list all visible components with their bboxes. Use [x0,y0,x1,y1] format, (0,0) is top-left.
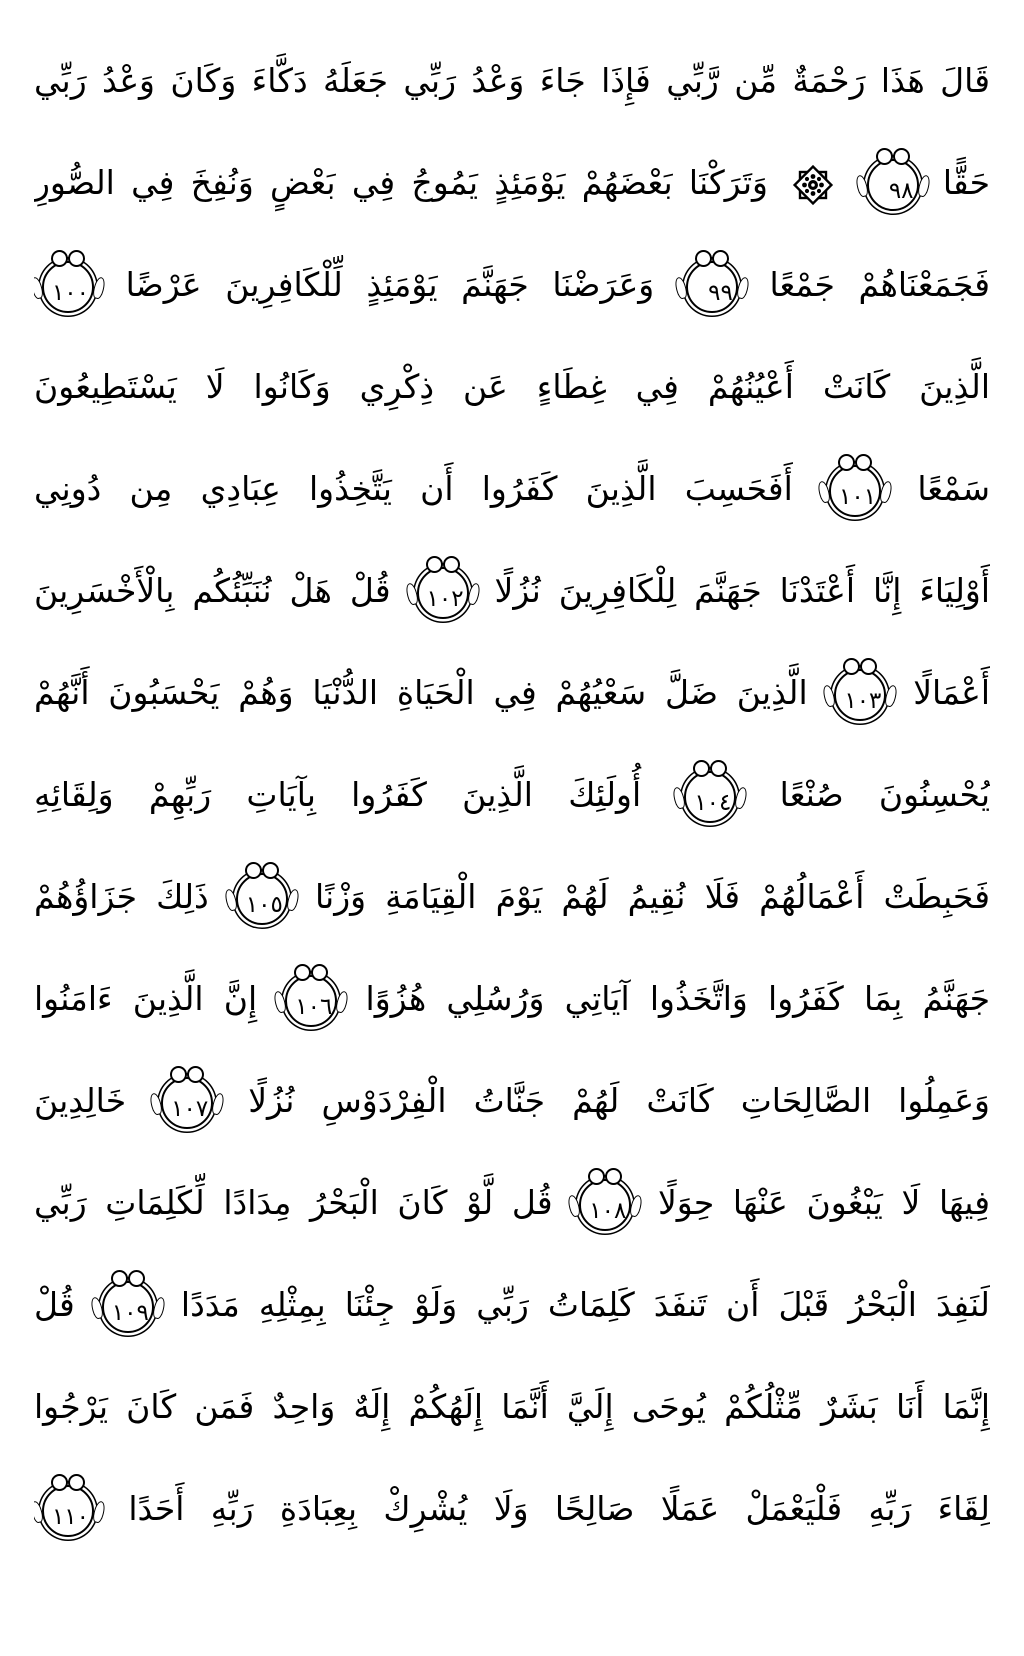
medallion-leaf-ornament [223,888,238,912]
medallion-leaf-ornament [273,990,288,1014]
ayah-text: فَحَبِطَتْ أَعْمَالُهُمْ فَلَا نُقِيمُ لَهُمْ يَوْمَ الْقِيَامَةِ وَزْنًا [314,877,990,916]
ayah-text: لَنَفِدَ الْبَحْرُ قَبْلَ أَن تَنفَدَ كَلِمَاتُ رَبِّي وَلَوْ جِئْنَا بِمِثْلِهِ مَدَدًا [180,1285,990,1324]
quran-line-7 [34,642,990,744]
ayah-text: إِنَّمَا أَنَا بَشَرٌ مِّثْلُكُمْ يُوحَى إِلَيَّ أَنَّمَا إِلَهُكُمْ إِلَهٌ وَاحِدٌ فَمَن كَانَ يَرْجُوا [34,1387,990,1426]
ayah-number-marker [161,1077,213,1129]
ayah-number: ١٠٤ [694,789,732,816]
ayah-text: سَمْعًا [917,469,990,508]
ayah-text: قُلْ هَلْ نُنَبِّئُكُم بِالْأَخْسَرِينَ [34,571,391,610]
medallion-leaf-ornament [854,174,869,198]
ayah-text: قُل لَّوْ كَانَ الْبَحْرُ مِدَادًا لِّكَلِمَاتِ رَبِّي [34,1183,553,1222]
ayah-number-marker [684,771,736,823]
ayah-text: وَعَمِلُوا الصَّالِحَاتِ كَانَتْ لَهُمْ جَنَّاتُ الْفِرْدَوْسِ نُزُلًا [248,1081,990,1120]
ayah-text: أَوْلِيَاءَ إِنَّا أَعْتَدْنَا جَهَنَّمَ لِلْكَافِرِينَ نُزُلًا [494,571,990,610]
ayah-number-marker [834,669,886,721]
ayah-number: ٩٨ [888,177,914,204]
medallion-leaf-ornament [672,786,687,810]
ayah-number: ١٠٧ [171,1095,209,1122]
ayah-text: حَقًّا [942,163,990,202]
medallion-leaf-ornament [34,276,45,300]
ayah-text: خَالِدِينَ [34,1081,127,1120]
medallion-leaf-ornament [734,786,749,810]
quran-line-5 [34,438,990,540]
ayah-text: أَفَحَسِبَ الَّذِينَ كَفَرُوا أَن يَتَّخِذُوا عِبَادِي مِن دُونِي [34,469,793,508]
ayah-number-marker [686,261,738,313]
ayah-number: ١٠٠ [51,279,89,306]
medallion-leaf-ornament [567,1194,582,1218]
ayah-number-marker [42,261,94,313]
medallion-leaf-ornament [879,480,894,504]
quran-line-14 [34,1356,990,1458]
ayah-text: لِقَاءَ رَبِّهِ فَلْيَعْمَلْ عَمَلًا صَالِحًا وَلَا يُشْرِكْ بِعِبَادَةِ رَبِّهِ أَحَدًا [128,1489,990,1528]
quran-line-9 [34,846,990,948]
medallion-leaf-ornament [285,888,300,912]
ayah-number-marker [102,1281,154,1333]
ayah-number: ١٠١ [839,483,877,510]
ayah-number-marker [867,159,919,211]
medallion-leaf-ornament [404,582,419,606]
quran-line-12 [34,1152,990,1254]
ayah-number: ١٠٩ [111,1299,149,1326]
medallion-leaf-ornament [884,684,899,708]
quran-line-2 [34,132,990,234]
medallion-leaf-ornament [211,1092,226,1116]
ayah-number: ١٠٢ [426,585,464,612]
quran-line-10 [34,948,990,1050]
ayah-number-marker [579,1179,631,1231]
quran-line-8 [34,744,990,846]
medallion-leaf-ornament [466,582,481,606]
ayah-text: قَالَ هَذَا رَحْمَةٌ مِّن رَّبِّي فَإِذَا جَاءَ وَعْدُ رَبِّي جَعَلَهُ دَكَّاءَ وَكَانَ وَعْدُ رَبِّي [34,61,990,100]
ayah-text: جَهَنَّمُ بِمَا كَفَرُوا وَاتَّخَذُوا آيَاتِي وَرُسُلِي هُزُوًا [365,979,990,1018]
medallion-leaf-ornament [151,1296,166,1320]
quran-line-4 [34,336,990,438]
ayah-text: أُولَئِكَ الَّذِينَ كَفَرُوا بِآيَاتِ رَبِّهِمْ وَلِقَائِهِ [34,775,642,814]
medallion-leaf-ornament [673,276,688,300]
ayah-number-marker [236,873,288,925]
medallion-leaf-ornament [916,174,931,198]
medallion-leaf-ornament [34,1500,45,1524]
medallion-leaf-ornament [817,480,832,504]
medallion-leaf-ornament [91,276,106,300]
ayah-text: إِنَّ الَّذِينَ ءَامَنُوا [34,979,258,1018]
medallion-leaf-ornament [149,1092,164,1116]
ayah-number: ١٠٥ [245,891,283,918]
ayah-number-marker [417,567,469,619]
ayah-text: وَعَرَضْنَا جَهَنَّمَ يَوْمَئِذٍ لِّلْكَافِرِينَ عَرْضًا [125,265,655,304]
ayah-text: وَتَرَكْنَا بَعْضَهُمْ يَوْمَئِذٍ يَمُوجُ فِي بَعْضٍ وَنُفِخَ فِي الصُّورِ [34,163,768,202]
ayah-number: ١١٠ [51,1503,89,1530]
ayah-number-marker [42,1485,94,1537]
ayah-text: أَعْمَالًا [913,673,990,712]
ayah-number: ٩٩ [708,279,733,306]
ayah-text: الَّذِينَ كَانَتْ أَعْيُنُهُمْ فِي غِطَاءٍ عَن ذِكْرِي وَكَانُوا لَا يَسْتَطِيعُونَ [34,367,990,406]
quran-line-11 [34,1050,990,1152]
medallion-leaf-ornament [89,1296,104,1320]
ayah-text: الَّذِينَ ضَلَّ سَعْيُهُمْ فِي الْحَيَاةِ الدُّنْيَا وَهُمْ يَحْسَبُونَ أَنَّهُمْ [34,673,808,712]
rub-el-hizb-icon [790,162,836,208]
ayah-number: ١٠٣ [844,687,882,714]
ayah-number: ١٠٦ [295,993,333,1020]
ayah-text: ذَلِكَ جَزَاؤُهُمْ [34,877,209,916]
quran-line-6 [34,540,990,642]
medallion-leaf-ornament [91,1500,106,1524]
ayah-text: قُلْ [34,1285,75,1324]
quran-line-15 [34,1458,990,1560]
ayah-number-marker [829,465,881,517]
ayah-text: يُحْسِنُونَ صُنْعًا [779,775,990,814]
quran-line-13 [34,1254,990,1356]
quran-line-1 [34,30,990,132]
medallion-leaf-ornament [822,684,837,708]
ayah-number-marker [285,975,337,1027]
medallion-leaf-ornament [629,1194,644,1218]
quran-line-3 [34,234,990,336]
medallion-leaf-ornament [735,276,750,300]
medallion-leaf-ornament [335,990,350,1014]
ayah-number: ١٠٨ [589,1197,627,1224]
ayah-text: فِيهَا لَا يَبْغُونَ عَنْهَا حِوَلًا [657,1183,990,1222]
ayah-text: فَجَمَعْنَاهُمْ جَمْعًا [769,265,990,304]
